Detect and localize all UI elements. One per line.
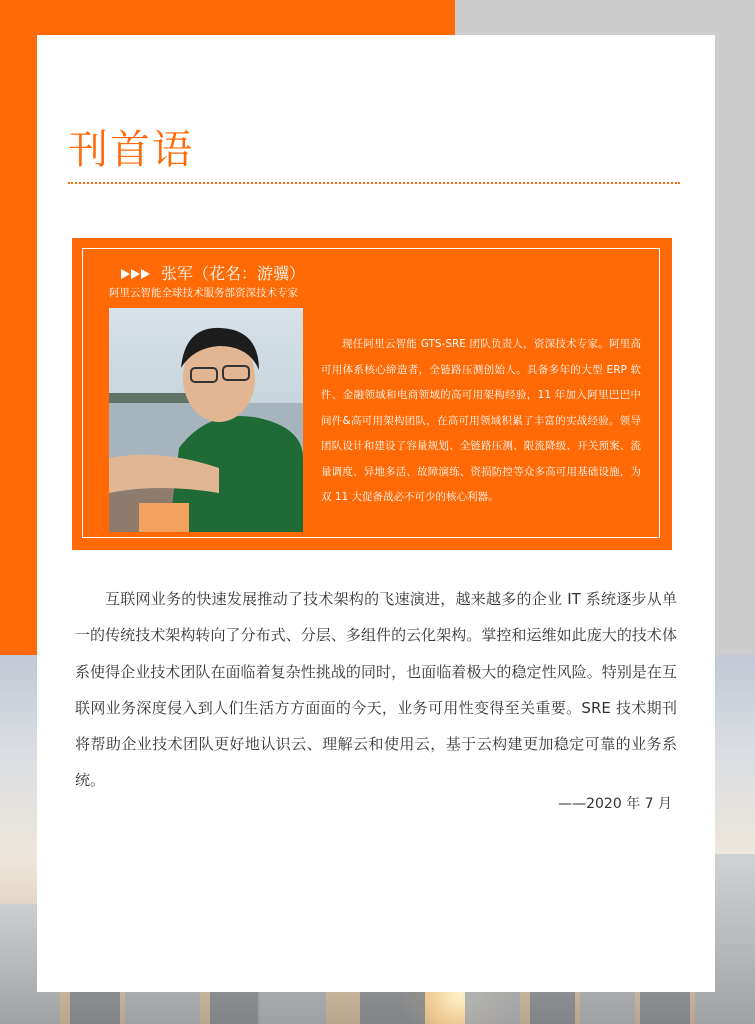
author-profile-box — [72, 238, 672, 550]
arrow-icon — [121, 269, 130, 279]
page-title: 刊首语 — [68, 127, 194, 173]
profile-inner-frame — [82, 248, 660, 538]
author-role: 阿里云智能全球技术服务部资深技术专家 — [109, 287, 298, 299]
author-bio: 现任阿里云智能 GTS-SRE 团队负责人，资深技术专家。阿里高可用体系核心缔造者，全链路压测创始人。具备多年的大型 ERP 软件、金融领域和电商领域的高可用架构经验，11 年加入阿里巴巴中间件&高可用架构团队，在高可用领域积累了丰富的实战经验。领导团队设计和建设了容量规划、全链路压测、限流降级、开关预案、流量调度、异地多活、故障演练、资损防控等众多高可用基础设施，为双 11 大促备战必不可少的核心利器。 — [321, 338, 641, 503]
triple-arrow-icon — [121, 269, 150, 279]
portrait-photo-icon — [109, 308, 303, 532]
title-divider — [68, 182, 680, 184]
foreword-paragraph: 互联网业务的快速发展推动了技术架构的飞速演进，越来越多的企业 IT 系统逐步从单一的传统技术架构转向了分布式、分层、多组件的云化架构。掌控和运维如此庞大的技术体系使得企业技术团队在面临着复杂性挑战的同时，也面临着极大的稳定性风险。特别是在互联网业务深度侵入到人们生活方方面面的今天，业务可用性变得至关重要。SRE 技术期刊将帮助企业技术团队更好地认识云、理解云和使用云，基于云构建更加稳定可靠的业务系统。 — [75, 590, 677, 790]
author-photo — [109, 308, 303, 532]
foreword-date: ——2020 年 7 月 — [558, 796, 672, 812]
arrow-icon — [141, 269, 150, 279]
author-name: 张军（花名：游骥） — [161, 264, 306, 283]
arrow-icon — [131, 269, 140, 279]
